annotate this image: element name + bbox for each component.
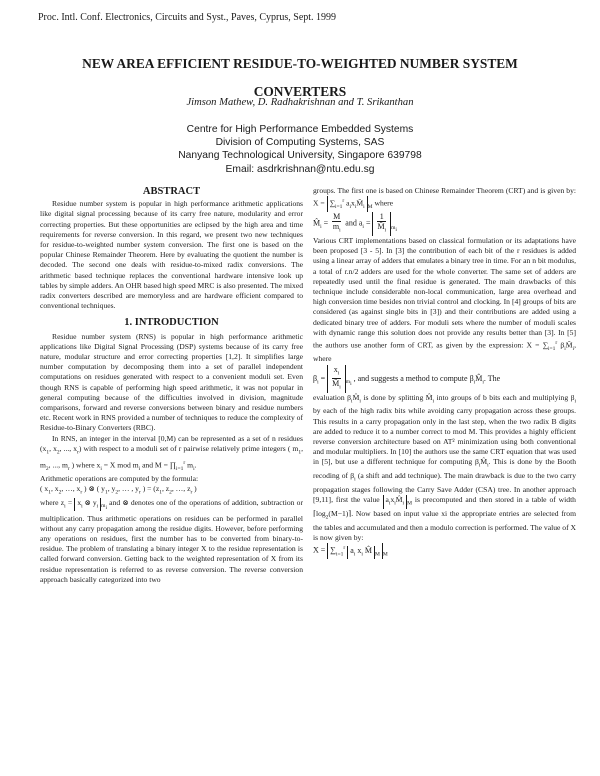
crt-definitions: $M̂_i$ = $\frac{M}{m_i}$ and $a_i$ = $\frac{1}{M̂_i}$ $_{m_i}$ [313,212,397,235]
affiliation-line-2: Division of Computing Systems, SAS [215,137,385,149]
intro-paragraph-4: where $z_i = x_i$ ⊗ $y_i$ $_{m_i}$ and ⊗ denotes one of the operations of addition, subtraction or multiplication. Thus arithmetic operations on residues can be performed in parallel without any carry propagation among the residue digits. However, before performing any operations on residues, first the number has to be converted from binary-to-residue. The problem of translating a binary integer X to the residue representation is called forward conversion. Getting back to the weighted representation of X from its residue representation is referred to as reverse conversion. The reverse conversion approach basically categorized into two [40,497,303,584]
intro-paragraph-3: Arithmetic operations are computed by the formula: [40,473,199,483]
abstract-text: Residue number system is popular in high performance arithmetic applications like digital signal processing because of its carry free nature, modularity and error correcting properties. But these opportunities are eclipsed by the high area and time requirements for reverse conversion. In this regard, we present two new techniques for residue-to-weighted number system conversion. The first one is based on the popular Chinese Remainder Theorem. Here by evaluating the quotient the number is decoded. The second one deals with residue-to-mixed radix conversions. The arithmetic based technique replaces the conventional hardware intensive look up tables by simple adders. An OHR based high speed MRC is also presented. The mixed radix converters described are memoryless and are hardware efficient compared to conventional techniques. [40,199,303,311]
title-line-2: CONVERTERS [253,84,347,99]
conference-header: Proc. Intl. Conf. Electronics, Circuits and Syst., Paves, Cyprus, Sept. 1999 [38,12,337,23]
right-paragraph-2: Various CRT implementations based on classical formulation or its adaptations have been proposed [3 - 5]. In [3] the contribution of each bit of the r residues is added using a linear array of adders that emulates a binary tree in time. For an n bit modulus, a total of r.n/2 adders are used for the whole converter. The same set of adders are repeatedly used until the final residue is generated. The main drawbacks of this technique include considerable non-local communication, large area overhead and high conversion time besides non trivial control and clocking. In [4] groups of bits are considered (as against single bits in [3]) and their contributions are added using a dedicated binary tree of adders. For moduli sets where the number of moduli scales with dynamic range this solution does not provide any results better than [3]. In [5] the authors use another form of CRT, as given by the expression: $X = \sum_{i=1}^r$ $\beta_iM̂_i$, where [313,236,576,364]
right-column [313,186,576,559]
right-paragraph-3: evaluation $\beta_iM̂_i$ is done by splitting $M̂_i$ into groups of b bits each and multiplying $\beta_i$ by each of the high radix bits while avoiding carry propagation across these groups. This results in a carry propagation only in the last step, when the two radix B digits are added to reduce it to a number correct to mod M. This provides a highly efficient reverse conversion architecture based on AT² minimization using both conventional and modular multipliers. In [10] the authors use the same CRT equation that was used in [5], but use a different technique for computing $\beta_iM̂_i$. This is done by the Booth recoding of $\beta_i$ (a shift and add technique). The main drawback is due to the two carry propagation stages following the Carry Save Adder (CSA) tree. In another approach [9,11], first the value $a_ix_iM̂_i$ $_M$ is precomputed and then stored in a table of width $⌈\log_2(M-1)⌉$. Now based on input value xi the appropriate entries are selected from the tables and accumulated and then a modulo correction is performed. The value of X is now given by: [313,392,577,542]
intro-paragraph-2: In RNS, an integer in the interval [0,M) can be represented as a set of n residues ($x_1$, $x_2$, ..., $x_r$) with respect to a moduli set of r pairwise relatively prime integers ( $m_1$, $m_2$, ..., $m_r$ ) where $x_i = X$ mod $m_i$ and $M = \prod_{i=1}^r$ $m_i$. [40,433,303,472]
affiliation-line-1: Centre for High Performance Embedded Systems [186,124,414,135]
final-formula: $X = \sum_{i=1}^r$ $a_i$ $x_i$ M̂ $_M$ $_M$ [313,543,576,559]
left-column [40,187,303,585]
affiliation [150,123,450,176]
intro-paragraph-1: Residue number system (RNS) is popular in high performance arithmetic applications like Digital Signal Processing (DSP) systems because of its carry free nature, modular structure and error correcting properties [1,2]. It simplifies large number computation by decomposing them into a set of parallel independent computations on residues generated with respect to a convenient moduli set. Even though RNS is capable of performing high speed arithmetic, it was not popular in general computing because of the difficulties involved in division, magnitude comparisons, forward and reverse conversions between binary and residue numbers etc. Recent work in RNS provided a number of techniques to reduce the complexity of Residue-to-Binary Converters (RBC). [40,331,303,433]
affiliation-email: Email: asdrkrishnan@ntu.edu.sg [225,163,375,175]
affiliation-line-3: Nanyang Technological University, Singapore 639798 [178,150,422,162]
arith-formula: ( $x_1$, $x_2$, …, $x_r$ ) ⊗ ( $y_1$, $y_2$, … , $y_r$ ) = ($z_1$, $z_2$, …, $z_r$ ) [40,484,197,496]
abstract-heading: ABSTRACT [142,186,201,197]
title-line-1: NEW AREA EFFICIENT RESIDUE-TO-WEIGHTED NUMBER SYSTEM [82,56,518,71]
right-paragraph-1: groups. The first one is based on Chinese Remainder Theorem (CRT) and is given by: $X = \sum_{i=1}^r$ $a_ix_iM̂_i$ $_M$ where [313,186,576,212]
authors: Jimson Mathew, D. Radhakrishnan and T. Srikanthan [186,97,414,108]
beta-definition: $\beta_i$ = $\frac{x_i}{M̂_i}$ $_{m_i}$ , and suggests a method to compute $\beta_iM̂_i$. The [313,364,501,391]
intro-heading: 1. INTRODUCTION [124,317,219,329]
